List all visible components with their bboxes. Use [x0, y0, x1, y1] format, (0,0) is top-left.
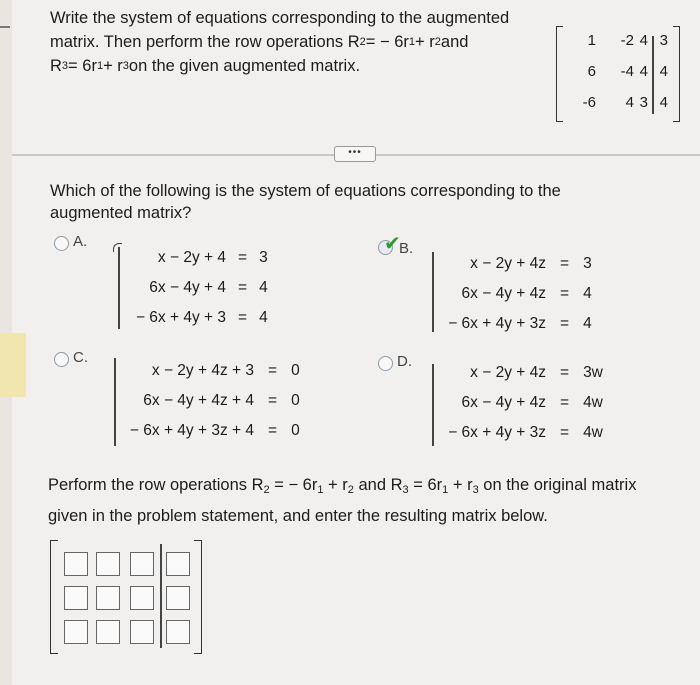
- highlight-bar: [0, 333, 26, 397]
- matrix-cell: 3: [639, 94, 648, 111]
- option-c-label: C.: [73, 349, 88, 366]
- prompt-text: = − 6r: [365, 33, 409, 51]
- equation-rhs: 4: [259, 309, 268, 326]
- question-line-1: Which of the following is the system of equations corresponding to the: [50, 182, 561, 200]
- matrix-cell: 1: [587, 32, 596, 49]
- given-augmented-matrix: [556, 26, 680, 120]
- equation-rhs: 4w: [583, 424, 603, 441]
- brace-top: [113, 243, 122, 252]
- equals-sign: =: [268, 422, 278, 439]
- checkmark-icon: ✔: [384, 233, 401, 255]
- perform-text: Perform the row operations R: [48, 476, 264, 494]
- equation-rhs: 4: [583, 285, 592, 302]
- perform-text: = 6r: [408, 476, 443, 494]
- equation-lhs: x − 2y + 4z + 3: [151, 362, 254, 379]
- equals-sign: =: [560, 315, 570, 332]
- option-d-radio[interactable]: [378, 356, 393, 371]
- matrix-cell: 4: [659, 94, 668, 111]
- equation-rhs: 4w: [583, 394, 603, 411]
- option-a-label: A.: [73, 233, 88, 250]
- answer-cell-r1-c2[interactable]: [96, 552, 120, 576]
- prompt-text: and: [440, 33, 469, 51]
- equation-lhs: − 6x + 4y + 3z: [448, 424, 546, 441]
- answer-right-bracket: [194, 540, 202, 654]
- equation-rhs: 3w: [583, 364, 603, 381]
- subscript: 3: [402, 484, 409, 496]
- equation-lhs: 6x − 4y + 4z: [461, 285, 546, 302]
- subscript: 2: [434, 36, 441, 48]
- matrix-right-bracket: [673, 26, 680, 122]
- equation-lhs: − 6x + 4y + 3: [135, 309, 226, 326]
- matrix-cell: 6: [587, 63, 596, 80]
- prompt-text: matrix. Then perform the row operations R: [50, 33, 360, 51]
- subscript: 3: [122, 60, 129, 72]
- augment-divider: [652, 36, 654, 114]
- subscript: 2: [359, 36, 366, 48]
- equation-rhs: 3: [583, 255, 592, 272]
- option-d-label: D.: [397, 353, 412, 370]
- perform-text: on the original matrix: [478, 476, 637, 494]
- equals-sign: =: [238, 309, 248, 326]
- perform-text: + r: [323, 476, 348, 494]
- equation-rhs: 0: [291, 392, 300, 409]
- question-text: [50, 180, 590, 224]
- answer-cell-r2-c2[interactable]: [96, 586, 120, 610]
- equals-sign: =: [268, 362, 278, 379]
- answer-cell-r2-c1[interactable]: [64, 586, 88, 610]
- question-line-2: augmented matrix?: [50, 204, 192, 222]
- answer-cell-r1-c3[interactable]: [130, 552, 154, 576]
- answer-cell-r3-c4[interactable]: [166, 620, 190, 644]
- answer-cell-r1-c1[interactable]: [64, 552, 88, 576]
- answer-cell-r3-c2[interactable]: [96, 620, 120, 644]
- subscript: 2: [263, 484, 270, 496]
- equation-lhs: − 6x + 4y + 3z: [448, 315, 546, 332]
- matrix-cell: 3: [659, 32, 668, 49]
- equals-sign: =: [560, 394, 570, 411]
- option-a-system: [128, 243, 268, 333]
- equation-rhs: 3: [259, 249, 268, 266]
- prompt-text: = 6r: [68, 57, 97, 75]
- equation-lhs: 6x − 4y + 4z: [461, 394, 546, 411]
- option-c-brace: [114, 358, 116, 446]
- matrix-cell: 4: [639, 63, 648, 80]
- answer-cell-r2-c4[interactable]: [166, 586, 190, 610]
- matrix-cell: 4: [625, 94, 634, 111]
- equation-rhs: 4: [583, 315, 592, 332]
- prompt-line-1: Write the system of equations corresponding to the augmented: [50, 9, 510, 27]
- subscript: 1: [442, 484, 449, 496]
- matrix-cell: 4: [639, 32, 648, 49]
- left-edge-mark: [0, 26, 10, 28]
- problem-statement: [50, 6, 570, 78]
- option-d-system: [446, 358, 603, 448]
- subscript: 3: [61, 60, 69, 72]
- matrix-cell: -6: [582, 94, 596, 111]
- prompt-text: R: [50, 57, 62, 75]
- equation-rhs: 0: [291, 362, 300, 379]
- equals-sign: =: [268, 392, 278, 409]
- perform-line-2: given in the problem statement, and enter the resulting matrix below.: [48, 507, 548, 525]
- option-b-system: [446, 249, 592, 339]
- equals-sign: =: [560, 285, 570, 302]
- option-d-brace: [432, 364, 434, 446]
- equals-sign: =: [238, 249, 248, 266]
- prompt-text: + r: [415, 33, 435, 51]
- equals-sign: =: [238, 279, 248, 296]
- option-b-brace: [432, 252, 434, 332]
- matrix-cell: -2: [620, 32, 634, 49]
- option-a-radio[interactable]: [54, 236, 69, 251]
- perform-text: and R: [353, 476, 403, 494]
- subscript: 2: [347, 484, 354, 496]
- prompt-text: + r: [103, 57, 123, 75]
- subscript: 1: [96, 60, 104, 72]
- option-a-brace: [118, 247, 120, 329]
- option-b-label: B.: [399, 240, 414, 257]
- perform-text: = − 6r: [269, 476, 318, 494]
- equals-sign: =: [560, 255, 570, 272]
- matrix-cell: 4: [659, 63, 668, 80]
- equation-lhs: − 6x + 4y + 3z + 4: [129, 422, 254, 439]
- answer-matrix: [50, 540, 202, 652]
- subscript: 1: [317, 484, 324, 496]
- equation-lhs: 6x − 4y + 4: [149, 279, 226, 296]
- equation-lhs: x − 2y + 4z: [470, 364, 546, 381]
- answer-left-bracket: [50, 540, 58, 654]
- answer-cell-r3-c1[interactable]: [64, 620, 88, 644]
- equation-rhs: 4: [259, 279, 268, 296]
- perform-instructions: [48, 472, 668, 529]
- subscript: 1: [408, 36, 416, 48]
- equals-sign: =: [560, 364, 570, 381]
- perform-text: + r: [448, 476, 473, 494]
- matrix-left-bracket: [556, 26, 563, 122]
- equals-sign: =: [560, 424, 570, 441]
- equation-lhs: x − 2y + 4z: [470, 255, 546, 272]
- answer-cell-r2-c3[interactable]: [130, 586, 154, 610]
- option-c-radio[interactable]: [54, 352, 69, 367]
- equation-rhs: 0: [291, 422, 300, 439]
- equation-lhs: 6x − 4y + 4z + 4: [143, 392, 254, 409]
- matrix-cell: -4: [620, 63, 634, 80]
- subscript: 3: [472, 484, 479, 496]
- expand-ellipsis-button[interactable]: •••: [334, 146, 376, 162]
- option-c-system: [124, 356, 300, 446]
- answer-cell-r1-c4[interactable]: [166, 552, 190, 576]
- answer-augment-divider: [160, 544, 162, 648]
- equation-lhs: x − 2y + 4: [157, 249, 226, 266]
- prompt-text: on the given augmented matrix.: [128, 57, 361, 75]
- answer-cell-r3-c3[interactable]: [130, 620, 154, 644]
